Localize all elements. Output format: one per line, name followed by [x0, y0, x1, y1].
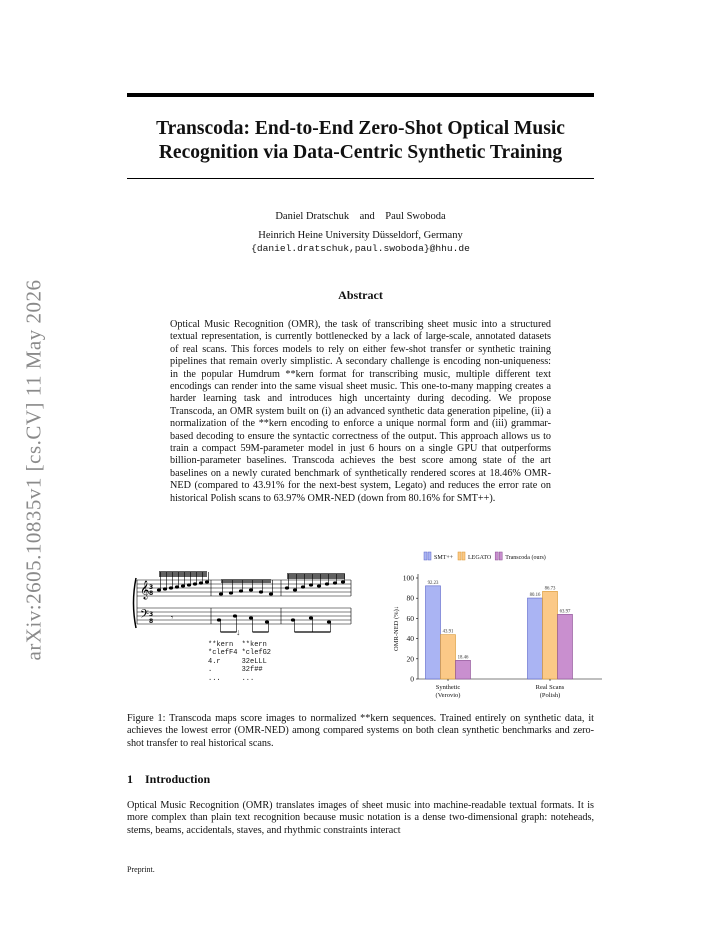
svg-text:3: 3: [149, 584, 154, 591]
y-tick-label: 60: [406, 613, 414, 623]
bar-smt--0: [426, 586, 441, 679]
svg-text:3: 3: [149, 611, 154, 618]
y-axis-label: OMR-NED (%)↓: [393, 606, 400, 651]
arxiv-identifier: arXiv:2605.10835v1 [cs.CV] 11 May 2026: [21, 279, 46, 661]
bar-value-label: 86.73: [544, 586, 556, 592]
author-emails: {daniel.dratschuk,paul.swoboda}@hhu.de: [251, 242, 470, 254]
bar-smt--1: [528, 598, 543, 679]
omr-ned-bar-chart: [390, 548, 612, 710]
bar-value-label: 18.46: [457, 655, 469, 661]
bar-legato-0: [441, 635, 456, 679]
abstract-text: Optical Music Recognition (OMR), the task of transcribing sheet music into a structured textual representation, is currently bottlenecked by a lack of large-scale, annotated datasets of real scans. This forces models to rely on either few-shot transfer or synthetic training pipelines that remain overly simplistic. A secondary challenge is encoding non-uniqueness: in the popular Humdrum **kern format for transcribing music, multiple different text encodings can render into the same visual sheet music. This one-to-many mapping creates a harder learning task and introduces high uncertainty during decoding. We propose Transcoda, an OMR system built on (i) an advanced synthetic data generation pipeline, (ii) a normalization of the **kern encoding to enforce a unique normal form and (iii) grammar-based decoding to ensure the syntactic correctness of the output. This approach allows us to train a compact 59M-parameter model in just 6 hours on a single GPU that outperforms billion-parameter baselines. Transcoda achieves the best score among state of the art baselines on a newly curated benchmark of synthetically rendered scores at 18.46% OMR-NED (compared to 43.91% for the next-best system, Legato) and reduces the error rate on historical Polish scans to 63.97% OMR-NED (down from 80.16% for SMT++).: [170, 319, 551, 504]
legend-swatch: [428, 552, 431, 560]
x-tick-label: Real Scans: [535, 684, 565, 691]
figure-caption: Figure 1: Transcoda maps score images to normalized **kern sequences. Trained entirely on synthetic data, it achieves the lowest error (OMR-NED) among compared systems on both clean synthetic benchmarks and zero-shot transfer to real historical scans.: [127, 713, 594, 749]
y-tick-label: 80: [406, 593, 414, 603]
svg-text:𝄢: 𝄢: [140, 608, 150, 624]
bar-transcoda-ours--1: [558, 614, 573, 679]
title-line-1: Transcoda: End-to-End Zero-Shot Optical Music: [156, 118, 565, 139]
section-number: 1: [127, 772, 133, 786]
paper-title: [127, 117, 594, 165]
authors: Daniel Dratschuk and Paul Swoboda: [275, 211, 446, 222]
svg-text:𝄾: 𝄾: [171, 613, 174, 622]
legend-swatch: [424, 552, 427, 560]
kern-output-snippet: **kern **kern *clefF4 *clefG2 4.r 32eLLL . 32f## ... ...: [208, 641, 272, 683]
x-tick-label: Synthetic: [435, 684, 461, 691]
title-line-2: Recognition via Data-Centric Synthetic Training: [158, 142, 563, 163]
y-tick-label: 100: [402, 573, 414, 583]
y-tick-label: 0: [410, 674, 414, 684]
arrow-down-icon: ↓: [236, 627, 241, 637]
intro-paragraph: Optical Music Recognition (OMR) translates images of sheet music into machine-readable textual formats. It is more complex than plain text recognition because music notation is a dense two-dimensional graph: noteheads, stems, beams, accidentals, staves, and rhythmic constraints interact: [127, 800, 594, 836]
x-tick-label: (Polish): [539, 692, 561, 699]
bar-value-label: 43.91: [442, 629, 454, 635]
section-title: Introduction: [145, 772, 211, 786]
legend-label: Transcoda (ours): [505, 555, 546, 561]
legend-swatch: [499, 552, 502, 560]
svg-text:8: 8: [149, 590, 154, 597]
legend-label: SMT++: [434, 555, 454, 561]
legend-label: LEGATO: [468, 555, 492, 561]
footer-note: Preprint.: [127, 865, 155, 874]
affiliation: Heinrich Heine University Düsseldorf, Germany: [258, 230, 463, 241]
bar-value-label: 92.23: [427, 580, 439, 586]
legend-swatch: [458, 552, 461, 560]
affiliation-block: [127, 230, 594, 255]
legend-swatch: [495, 552, 498, 560]
bar-value-label: 80.16: [529, 593, 541, 599]
bar-legato-1: [543, 591, 558, 679]
title-bottom-rule: [127, 178, 594, 179]
section-heading: [127, 772, 210, 787]
legend-swatch: [462, 552, 465, 560]
abstract-heading: Abstract: [338, 288, 383, 302]
bar-value-label: 63.97: [559, 609, 571, 615]
bar-transcoda-ours--0: [456, 660, 471, 679]
title-top-rule: [127, 93, 594, 97]
y-tick-label: 20: [406, 654, 414, 664]
y-tick-label: 40: [406, 634, 414, 644]
svg-text:𝄞: 𝄞: [140, 580, 150, 599]
x-tick-label: (Verovio): [435, 692, 461, 699]
svg-text:8: 8: [149, 618, 154, 625]
